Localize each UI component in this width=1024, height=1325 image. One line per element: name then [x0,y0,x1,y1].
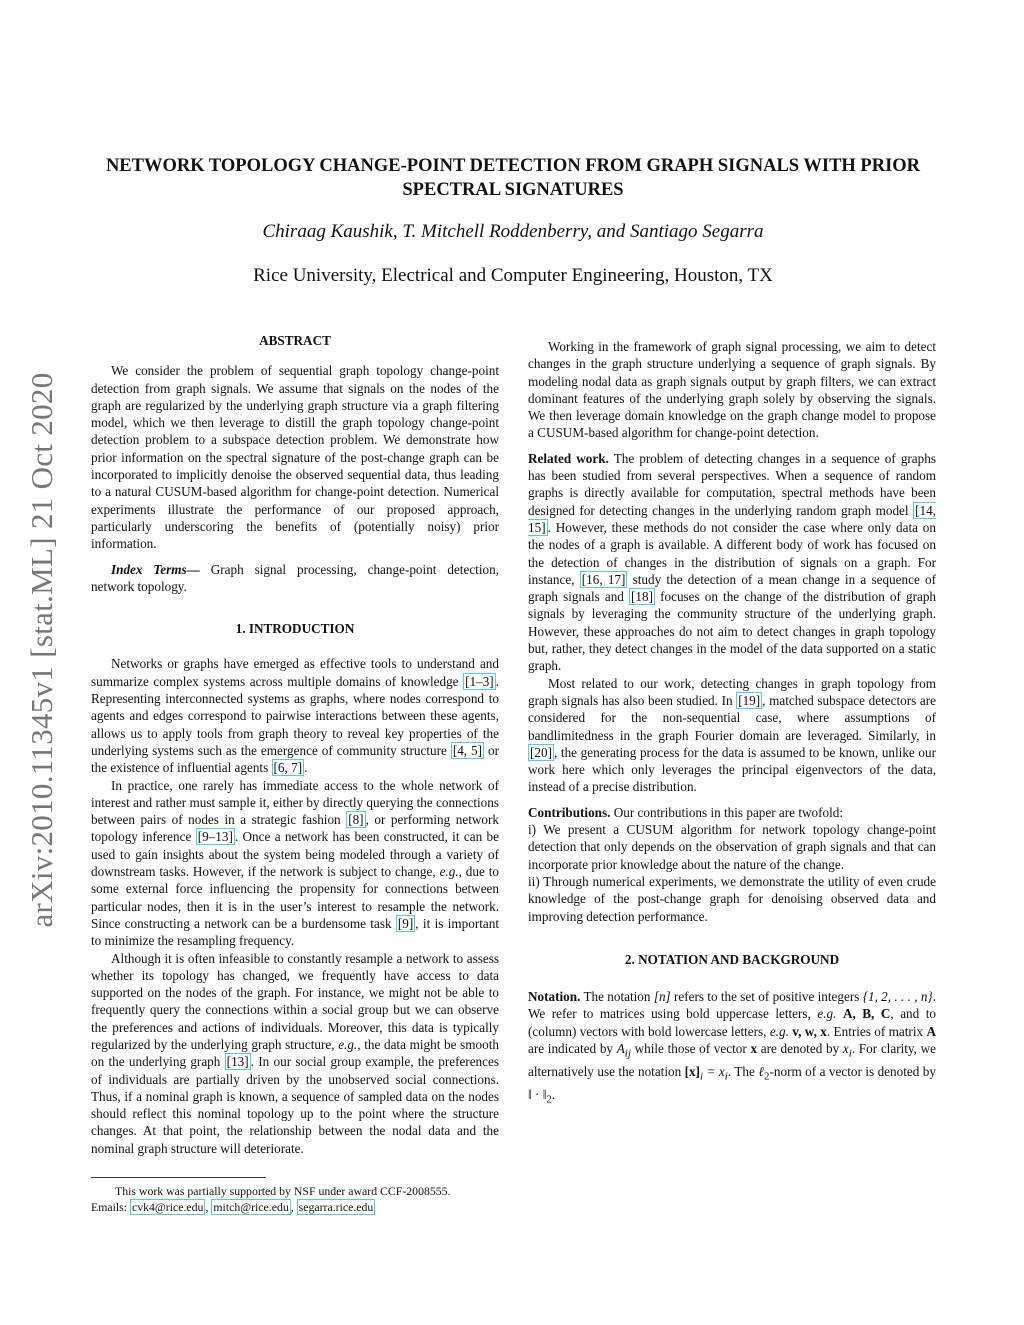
text-run: . However, these methods do not consider the case where only data on the nodes of a graph is available. A different body of work has focused on the detection of changes in the distribution of signals on a graph. For instance, [528,519,936,587]
related-work-paragraph-2 [528,675,936,796]
math: i [848,1047,852,1060]
math: ℓ [758,1063,764,1079]
right-column [528,330,936,1109]
intro-paragraph-2 [91,777,499,950]
math: [n] [653,989,671,1005]
math: A [926,1023,936,1039]
text-run: Although it is often infeasible to constantly resample a network to assess whether its topology has changed, we frequently have access to data supported on the nodes of the graph. For instance, we might not be able to frequently query the connections within a social group but we can observe the preferences and actions of individuals. Moreover, this data is typically regularized by the underlying graph structure, [91,950,499,1052]
math: 2 [763,1070,770,1083]
paper-affiliation: Rice University, Electrical and Computer Engineering, Houston, TX [253,265,773,286]
text-run: e.g. [817,1006,837,1022]
index-terms [91,561,499,596]
math: 2 [546,1093,552,1106]
arxiv-identifier [12,330,72,970]
text-run: refers to the set of positive integers [670,989,863,1005]
text-run: . The [727,1063,759,1079]
citation-link[interactable]: [16, 17] [581,571,626,587]
footnote-rule [91,1177,266,1178]
text-run: , or performing network topology inference [91,812,499,845]
paper-authors: Chiraag Kaushik, T. Mitchell Roddenberry, and Santiago Segarra [262,221,764,242]
contributions-label: Contributions. [528,804,611,820]
citation-link[interactable]: [18] [631,589,653,605]
text-run: In practice, one rarely has immediate access to the whole network of interest and rather must sample it, either by directly querying the connections between pairs of nodes in a strategic fashion [91,777,499,828]
email-link[interactable]: segarra.rice.edu [298,1200,374,1214]
contribution-item-1: i) We present a CUSUM algorithm for network topology change-point detection that only depends on the observation of graph signals and that can incorporate prior knowledge about the nature of the change. [528,822,936,872]
text-run: Most related to our work, detecting changes in graph topology from graph signals has also been studied. In [528,675,936,708]
text-run: are indicated by [528,1040,617,1056]
citation-link[interactable]: [1–3] [465,673,494,689]
text-run: , and to (column) vectors with bold lowercase letters, [528,1006,937,1039]
intro-paragraph-3 [91,950,499,1158]
math: ‖ · ‖ [528,1086,547,1102]
citation-link[interactable]: [20] [530,744,552,760]
citation-link[interactable]: [9] [397,915,414,931]
text-run: . [551,1086,556,1102]
math: i [724,1070,728,1083]
footnote [91,1177,499,1215]
email-line [91,1199,499,1215]
text-run: , the generating process for the data is assumed to be known, unlike our work here which only leverages the principal eigenvectors of the data, instead of a precise distribution. [528,744,936,795]
text-run: , [205,1200,212,1214]
text-run: . In our social group example, the preferences of individuals are partially driven by the unobserved social connections. Thus, if a nominal graph is known, a sequence of sampled data on the nodes should reflect this nominal topology up to the point where the structure changes. At that point, the relationship between the nodal data and the nominal graph structure will deteriorate. [91,1054,499,1156]
text-run: , due to some external force influencing the propensity for connections between particular nodes, then it is in the user’s interest to resample the network. Since constructing a network can be a burdensome task [91,864,499,931]
math: A [616,1040,625,1056]
text-run: e.g. [338,1036,358,1052]
math: x [750,1040,758,1056]
abstract-text: We consider the problem of sequential graph topology change-point detection from graph signals. We assume that signals on the nodes of the graph are regularized by the underlying graph structure via a graph filtering model, which we then leverage to distill the graph topology change-point detection problem to a subspace detection problem. We demonstrate how prior information on the spectral signature of the post-change graph can be incorporated to implicitly denoise the observed sequential data, thus leading to a natural CUSUM-based algorithm for change-point detection. Numerical experiments illustrate the performance of our proposed approach, particularly underscoring the benefits of (potentially noisy) prior information. [91,363,499,552]
related-work-label: Related work. [528,450,609,466]
text-run: study the detection of a mean change in a sequence of graph signals and [528,571,936,605]
email-link[interactable]: cvk4@rice.edu [132,1200,204,1214]
left-column [91,330,499,1157]
text-run: , it is important to minimize the resampling frequency. [91,915,500,949]
text-run: , the data might be smooth on the underlying graph [91,1036,499,1070]
text-run: are denoted by [757,1040,843,1056]
text-run: . Representing interconnected systems as graphs, where nodes correspond to agents and edges correspond to pairwise interactions between these agents, allows us to apply tools from graph theory to reveal key properties of the underlying systems such as the emergence of community structure [91,673,499,758]
notation-label: Notation. [528,989,581,1005]
citation-link[interactable]: [19] [738,692,761,708]
section-2-heading: 2. NOTATION AND BACKGROUND [624,951,840,967]
text-run: The notation [580,989,654,1005]
abstract-heading: ABSTRACT [259,333,331,348]
text-run: . We refer to matrices using bold uppercase letters, [528,989,936,1022]
text-run: or the existence of influential agents [91,742,499,776]
math: [x] [684,1063,701,1079]
math: {1, 2, . . . , n} [862,989,933,1005]
text-run: focuses on the change of the distribution of graph signals by leveraging the community structure of the underlying graph. However, these approaches do not aim to detect changes in graph topology but, rather, they detect changes in the model of the data supported on a static graph. [528,589,937,674]
text-run: . Entries of matrix [826,1023,927,1039]
math: ij [624,1047,631,1060]
text-run: , [290,1200,297,1214]
related-work-paragraph-1 [528,450,936,675]
index-terms-text: Graph signal processing, change-point detection, network topology. [91,561,499,594]
section-1-heading: 1. INTRODUCTION [235,621,355,637]
paper-title: NETWORK TOPOLOGY CHANGE-POINT DETECTION FROM GRAPH SIGNALS WITH PRIOR SPECTRAL SIGNATURES [105,156,921,200]
notation-paragraph [528,988,936,1109]
index-terms-label: Index Terms— [111,561,200,577]
citation-link[interactable]: [9–13] [197,829,233,845]
math: = x [703,1063,725,1079]
contributions-intro [528,804,936,821]
contribution-item-2: ii) Through numerical experiments, we demonstrate the utility of even crude knowledge of the post-change graph for denoising observed data and improving detection performance. [528,873,936,924]
arxiv-id-text: arXiv:2010.11345v1 [stat.ML] 21 Oct 2020 [24,372,59,928]
intro-paragraph-1 [91,655,499,776]
text-run: Emails: [91,1200,130,1214]
text-run: . Once a network has been constructed, it can be used to gain insights about the system being modeled through a variety of downstream tasks. However, if the network is subject to change, [91,829,499,880]
email-link[interactable]: mitch@rice.edu [213,1200,289,1214]
text-run: e.g. [769,1023,789,1039]
citation-link[interactable]: [14, 15] [528,502,936,535]
math: A, B, C [842,1006,891,1022]
text-run: Networks or graphs have emerged as effective tools to understand and summarize complex systems across multiple domains of knowledge [91,656,499,689]
text-run: . [304,760,308,776]
citation-link[interactable]: [4, 5] [452,742,483,758]
text-run: . For clarity, we alternatively use the notation [528,1040,937,1079]
text-run: -norm of a vector is denoted by [769,1063,936,1079]
text-run: , matched subspace detectors are considered for the non-sequential case, where assumptions of bandlimitedness in the graph Fourier domain are leveraged. Similarly, in [528,692,936,743]
intro-paragraph-4: Working in the framework of graph signal processing, we aim to detect changes in the graph structure underlying a sequence of graph signals. By modeling nodal data as graph signals output by graph filters, we can extract dominant features of the underlying graph solely by observing the signals. We then leverage domain knowledge on the graph change model to propose a CUSUM-based algorithm for change-point detection. [528,339,936,441]
text-run: The problem of detecting changes in a sequence of graphs has been studied from several perspectives. When a sequence of random graphs is directly available for computation, spectral methods have been designed for detecting changes in the underlying random graph model [528,450,936,518]
funding-note: This work was partially supported by NSF under award CCF-2008555. [115,1184,451,1198]
math: x [842,1040,849,1056]
math: v, w, x [792,1023,827,1039]
citation-link[interactable]: [13] [226,1054,249,1070]
math: i [700,1070,704,1083]
text-run: Our contributions in this paper are twofold: [610,804,844,820]
citation-link[interactable]: [8] [348,812,364,828]
text-run: e.g. [439,864,459,880]
citation-link[interactable]: [6, 7] [273,760,303,776]
text-run: while those of vector [630,1040,751,1056]
